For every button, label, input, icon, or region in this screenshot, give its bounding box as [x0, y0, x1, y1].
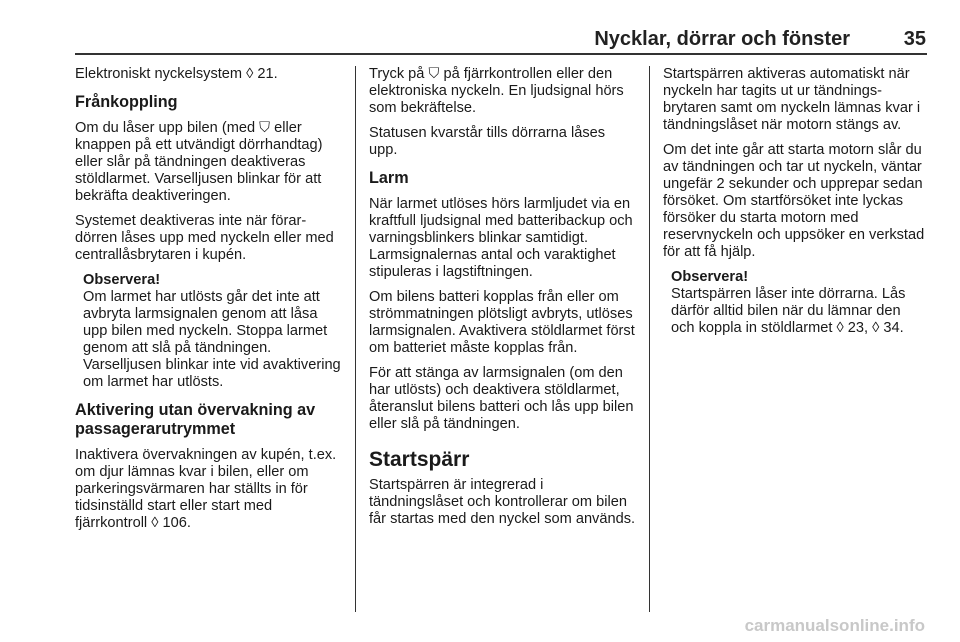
column-2	[369, 66, 637, 536]
note-box	[671, 269, 927, 337]
page-number: 35	[903, 28, 926, 50]
paragraph: Startspärren är integrerad i tändningslåset och kontrollerar om bilen får startas med den nyckel som används.	[369, 477, 636, 527]
paragraph: För att stänga av larmsignalen (om den har utlösts) och deaktivera stöldlarmet, återanslut bilens batteri och lås upp bilen eller slå på tändningen.	[369, 365, 634, 432]
page-header	[0, 0, 960, 52]
page-title: Nycklar, dörrar och fönster	[594, 28, 850, 50]
note-body: Om larmet har utlösts går det inte att avbryta larmsignalen genom att låsa upp bilen med nyckeln. Stoppa larmet genom att slå på tändningen. Varselljusen blinkar inte vid avaktivering om larmet har utlösts.	[83, 289, 341, 390]
column-3	[663, 66, 927, 345]
note-title: Observera!	[83, 272, 161, 288]
paragraph: Om bilens batteri kopplas från eller om strömmatningen plötsligt avbryts, utlöses larmsignalen. Avaktivera stöldlarmet först om batteriet måste kopplas från.	[369, 289, 635, 356]
paragraph: Statusen kvarstår tills dörrarna låses upp.	[369, 125, 606, 158]
paragraph: Om du låser upp bilen (med ⛉ eller knappen på ett utvändigt dörrhandtag) eller slår på tändningen deaktiveras stöldlarmet. Varselljusen blinkar för att bekräfta deaktiveringen.	[75, 120, 323, 204]
watermark-text: carmanualsonline.info	[744, 616, 925, 635]
column-divider-right	[649, 66, 650, 612]
paragraph: Startspärren aktiveras automatiskt när nyckeln har tagits ut ur tändningsbrytaren samt om nyckeln lämnas kvar i tändningslåset när motorn stängs av.	[663, 66, 921, 133]
cross-reference-text: Elektroniskt nyckelsystem ◊ 21.	[75, 66, 278, 82]
note-body: Startspärren låser inte dörrarna. Lås därför alltid bilen när du lämnar den och koppla in stöldlarmet ◊ 23, ◊ 34.	[671, 286, 906, 336]
column-1	[75, 66, 343, 540]
paragraph: Tryck på ⛉ på fjärrkontrollen eller den elektroniska nyckeln. En ljudsignal hörs som bekräftelse.	[369, 66, 624, 116]
section-heading-alarm: Larm	[369, 169, 409, 187]
note-title: Observera!	[671, 269, 749, 285]
column-divider-left	[355, 66, 356, 612]
paragraph: Systemet deaktiveras inte när förardörren låses upp med nyckeln eller med centrallåsbrytaren i kupén.	[75, 213, 334, 263]
header-rule	[75, 53, 927, 55]
paragraph: Om det inte går att starta motorn slår du av tändningen och tar ut nyckeln, väntar ungefär 2 sekunder och upprepar sedan försöket. Om startförsöket inte lyckas försöker du starta motorn med reservnyckeln och uppsöker en verkstad för att få hjälp.	[663, 142, 925, 260]
paragraph: När larmet utlöses hörs larmljudet via en kraftfull ljudsignal med batteribackup och varningsblinkers blinkar samtidigt. Larmsignalernas antal och varaktighet stipuleras i lagstiftningen.	[369, 196, 633, 280]
paragraph: Inaktivera övervakningen av kupén, t.ex. om djur lämnas kvar i bilen, eller om parkeringsvärmaren har ställts in för tidsinställd start eller start med fjärrkontroll ◊ 106.	[75, 447, 337, 531]
section-heading-unlock: Frånkoppling	[75, 93, 178, 111]
section-heading-immobiliser: Startspärr	[369, 448, 470, 471]
section-heading-activation: Aktivering utan övervakning av passagerarutrymmet	[75, 401, 316, 438]
note-box	[83, 272, 343, 391]
